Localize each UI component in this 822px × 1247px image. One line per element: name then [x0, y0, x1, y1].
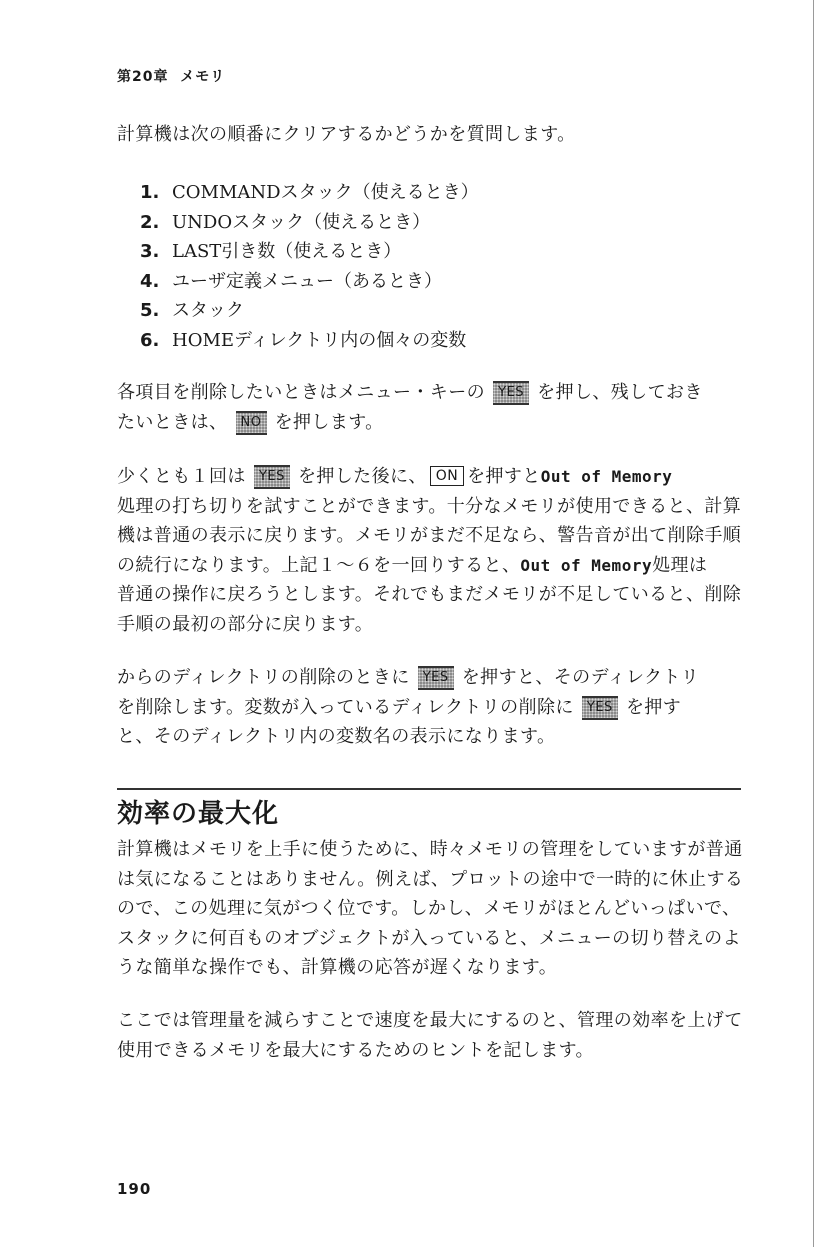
text-line: 使用できるメモリを最大にするためのヒントを記します。 — [117, 1039, 594, 1061]
section-paragraph-2 — [117, 1006, 747, 1065]
yes-menu-key: YES — [418, 666, 454, 690]
text-run: 処理は — [652, 554, 708, 576]
section-divider — [117, 788, 741, 790]
retry-paragraph — [117, 462, 747, 639]
list-item-number: 4. — [140, 270, 160, 292]
section-heading: 効率の最大化 — [117, 799, 280, 829]
text-line: スタックに何百ものオブジェクトが入っていると、メニューの切り替えのよ — [117, 927, 741, 949]
yes-menu-key: YES — [582, 696, 618, 720]
text-run: を削除します。変数が入っているディレクトリの削除に — [117, 696, 574, 718]
text-run: を押すと — [467, 466, 541, 487]
list-item-number: 6. — [140, 329, 160, 351]
text-line: 計算機はメモリを上手に使うために、時々メモリの管理をしていますが普通 — [117, 839, 743, 860]
list-item — [140, 267, 479, 297]
list-item-number: 2. — [140, 211, 160, 233]
text-line: 機は普通の表示に戻ります。メモリがまだ不足なら、警告音が出て削除手順 — [117, 525, 742, 546]
text-run: からのディレクトリの削除のときに — [117, 667, 410, 688]
yes-menu-key: YES — [254, 465, 290, 489]
clear-order-list — [140, 178, 479, 355]
text-line — [117, 408, 747, 438]
text-run: を押す — [625, 696, 682, 718]
chapter-number: 第20章 — [117, 69, 169, 85]
list-item — [140, 178, 479, 208]
out-of-memory-label: Out of Memory — [520, 555, 653, 575]
section-paragraph-1 — [117, 835, 747, 983]
list-item-text: COMMANDスタック（使えるとき） — [172, 182, 479, 203]
intro-paragraph: 計算機は次の順番にクリアするかどうかを質問します。 — [117, 124, 576, 145]
list-item-text: スタック — [172, 300, 244, 321]
text-line — [117, 693, 747, 723]
list-item — [140, 296, 479, 326]
directory-paragraph — [117, 663, 747, 752]
text-line: 普通の操作に戻ろうとします。それでもまだメモリが不足していると、削除 — [117, 584, 742, 605]
list-item-number: 5. — [140, 300, 160, 321]
text-run: を押すと、そのディレクトリ — [461, 667, 700, 688]
text-line: うな簡単な操作でも、計算機の応答が遅くなります。 — [117, 957, 558, 978]
text-line — [117, 663, 747, 693]
text-line: 手順の最初の部分に戻ります。 — [117, 613, 374, 635]
running-header — [117, 66, 225, 86]
text-run: の続行になります。上記１～６を一回りすると、 — [117, 554, 521, 576]
text-line — [117, 378, 747, 408]
text-run: を押します。 — [274, 411, 384, 433]
text-line: 処理の打ち切りを試すことができます。十分なメモリが使用できると、計算 — [117, 495, 742, 517]
chapter-title: メモリ — [180, 69, 226, 85]
menu-key-paragraph — [117, 378, 747, 437]
list-item-number: 1. — [140, 182, 160, 203]
list-item — [140, 208, 479, 238]
list-item-text: UNDOスタック（使えるとき） — [172, 211, 431, 233]
text-line: と、そのディレクトリ内の変数名の表示になります。 — [117, 726, 556, 747]
out-of-memory-label: Out of Memory — [540, 467, 673, 486]
text-line: ので、この処理に気がつく位です。しかし、メモリがほとんどいっぱいで、 — [117, 898, 741, 919]
text-run: を押し、残しておき — [537, 382, 703, 403]
text-run: 少くとも１回は — [117, 466, 246, 487]
list-item — [140, 237, 479, 267]
text-line: は気になることはありません。例えば、プロットの途中で一時的に休止する — [117, 868, 744, 890]
list-item-text: ユーザ定義メニュー（あるとき） — [172, 270, 442, 292]
yes-menu-key: YES — [493, 381, 529, 405]
text-run: 各項目を削除したいときはメニュー・キーの — [117, 382, 485, 403]
list-item-text: HOMEディレクトリ内の個々の変数 — [172, 329, 467, 351]
on-key: ON — [430, 466, 464, 486]
text-run: を押した後に、 — [297, 466, 427, 487]
list-item — [140, 326, 479, 356]
page-edge-rule — [813, 0, 814, 1247]
page-number: 190 — [117, 1180, 152, 1198]
list-item-number: 3. — [140, 241, 160, 262]
list-item-text: LAST引き数（使えるとき） — [172, 241, 402, 262]
no-menu-key: NO — [236, 411, 267, 435]
text-run: たいときは、 — [117, 411, 228, 433]
text-line: ここでは管理量を減らすことで速度を最大にするのと、管理の効率を上げて — [117, 1010, 743, 1031]
text-line — [117, 551, 747, 581]
text-line — [117, 462, 747, 492]
